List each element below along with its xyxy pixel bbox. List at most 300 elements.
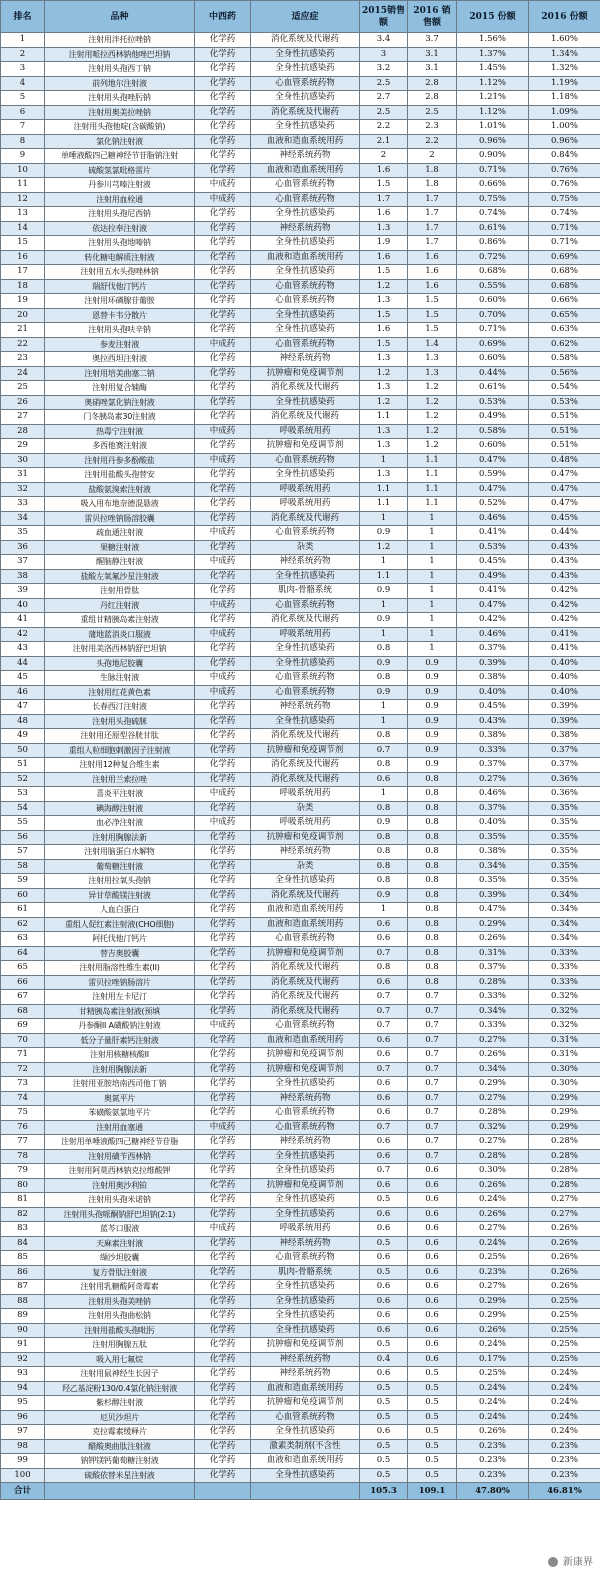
cell-sales-2016: 1.1 [408, 453, 457, 468]
cell-share-2016: 0.32% [529, 1019, 600, 1034]
cell-indication: 全身性抗感染药 [251, 47, 360, 62]
cell-indication: 心血管系统药物 [251, 294, 360, 309]
cell-sales-2015: 0.6 [360, 1178, 408, 1193]
cell-share-2016: 0.71% [529, 236, 600, 251]
cell-sales-2016: 1.1 [408, 482, 457, 497]
table-row [1, 1396, 600, 1411]
cell-indication: 消化系统及代谢药 [251, 511, 360, 526]
cell-drug-name: 醒脑静注射液 [45, 555, 195, 570]
cell-rank: 74 [1, 1091, 45, 1106]
cell-share-2016: 0.39% [529, 700, 600, 715]
cell-rank: 21 [1, 323, 45, 338]
table-row [1, 656, 600, 671]
cell-sales-2015: 1.5 [360, 178, 408, 193]
table-row [1, 178, 600, 193]
cell-sales-2016: 0.7 [408, 1106, 457, 1121]
cell-indication: 全身性抗感染药 [251, 569, 360, 584]
cell-sales-2016: 0.9 [408, 656, 457, 671]
cell-drug-name: 天麻素注射液 [45, 1236, 195, 1251]
cell-drug-type: 化学药 [195, 1468, 251, 1483]
cell-drug-type: 化学药 [195, 1048, 251, 1063]
cell-drug-type: 中成药 [195, 598, 251, 613]
cell-drug-type: 化学药 [195, 1410, 251, 1425]
cell-share-2015: 1.21% [457, 91, 529, 106]
cell-share-2015: 0.24% [457, 1338, 529, 1353]
cell-sales-2016: 1.2 [408, 424, 457, 439]
cell-sales-2016: 1.7 [408, 221, 457, 236]
cell-rank: 5 [1, 91, 45, 106]
cell-indication: 消化系统及代谢药 [251, 772, 360, 787]
cell-sales-2015: 1.6 [360, 250, 408, 265]
cell-drug-type: 化学药 [195, 511, 251, 526]
table-row [1, 540, 600, 555]
cell-indication: 消化系统及代谢药 [251, 990, 360, 1005]
cell-drug-name: 注射用泮托拉唑钠 [45, 33, 195, 48]
cell-indication: 呼吸系统用药 [251, 1222, 360, 1237]
table-row [1, 47, 600, 62]
cell-rank: 12 [1, 192, 45, 207]
cell-sales-2016: 0.8 [408, 830, 457, 845]
table-row [1, 1033, 600, 1048]
cell-drug-type: 化学药 [195, 47, 251, 62]
cell-sales-2015: 0.5 [360, 1439, 408, 1454]
table-row [1, 1425, 600, 1440]
cell-indication: 心血管系统药物 [251, 1251, 360, 1266]
cell-drug-type: 化学药 [195, 743, 251, 758]
cell-share-2015: 0.24% [457, 1410, 529, 1425]
cell-sales-2016: 0.6 [408, 1280, 457, 1295]
cell-rank: 91 [1, 1338, 45, 1353]
cell-sales-2016: 0.6 [408, 1207, 457, 1222]
cell-share-2016: 0.26% [529, 1251, 600, 1266]
cell-share-2016: 0.47% [529, 482, 600, 497]
cell-drug-name: 注射用头孢美唑钠 [45, 1294, 195, 1309]
cell-drug-type: 化学药 [195, 1381, 251, 1396]
cell-share-2016: 0.84% [529, 149, 600, 164]
cell-sales-2015: 1.3 [360, 468, 408, 483]
cell-sales-2016: 1 [408, 584, 457, 599]
cell-share-2016: 0.42% [529, 584, 600, 599]
cell-indication: 心血管系统药物 [251, 192, 360, 207]
cell-drug-name: 注射用胸腺法新 [45, 830, 195, 845]
cell-indication: 血液和造血系统用药 [251, 1454, 360, 1469]
cell-drug-name: 注射用头孢他啶(含碳酸钠) [45, 120, 195, 135]
cell-share-2016: 0.25% [529, 1323, 600, 1338]
table-row [1, 279, 600, 294]
table-row [1, 1207, 600, 1222]
cell-rank: 71 [1, 1048, 45, 1063]
cell-drug-name: 注射用头孢尼西钠 [45, 207, 195, 222]
cell-share-2016: 0.54% [529, 381, 600, 396]
cell-share-2016: 0.24% [529, 1396, 600, 1411]
cell-share-2016: 0.47% [529, 468, 600, 483]
table-row [1, 1091, 600, 1106]
cell-share-2015: 0.39% [457, 888, 529, 903]
cell-sales-2016: 0.8 [408, 874, 457, 889]
header-sales-2015: 2015销售额 [360, 1, 408, 33]
cell-share-2015: 0.75% [457, 192, 529, 207]
table-row [1, 1294, 600, 1309]
cell-drug-name: 门冬胰岛素30注射液 [45, 410, 195, 425]
cell-drug-name: 依达拉奉注射液 [45, 221, 195, 236]
cell-sales-2015: 0.6 [360, 1309, 408, 1324]
cell-rank: 77 [1, 1135, 45, 1150]
table-row [1, 714, 600, 729]
header-share-2016: 2016 份额 [529, 1, 600, 33]
cell-rank: 9 [1, 149, 45, 164]
cell-drug-name: 人血白蛋白 [45, 903, 195, 918]
cell-sales-2016: 1 [408, 569, 457, 584]
cell-sales-2016: 0.8 [408, 801, 457, 816]
cell-share-2016: 0.26% [529, 1236, 600, 1251]
cell-share-2015: 0.61% [457, 381, 529, 396]
cell-share-2015: 0.33% [457, 743, 529, 758]
cell-share-2015: 0.27% [457, 1033, 529, 1048]
cell-indication: 抗肿瘤和免疫调节剂 [251, 366, 360, 381]
cell-indication: 血液和造血系统用药 [251, 1033, 360, 1048]
cell-indication: 全身性抗感染药 [251, 395, 360, 410]
cell-share-2015: 0.66% [457, 178, 529, 193]
cell-rank: 62 [1, 917, 45, 932]
cell-indication: 全身性抗感染药 [251, 1425, 360, 1440]
table-row [1, 192, 600, 207]
cell-share-2015: 0.38% [457, 845, 529, 860]
cell-drug-type: 化学药 [195, 1077, 251, 1092]
cell-drug-name: 长春西汀注射液 [45, 700, 195, 715]
cell-rank: 97 [1, 1425, 45, 1440]
cell-share-2016: 0.30% [529, 1077, 600, 1092]
cell-indication: 抗肿瘤和免疫调节剂 [251, 1338, 360, 1353]
cell-sales-2016: 1 [408, 526, 457, 541]
table-row [1, 1004, 600, 1019]
table-row [1, 163, 600, 178]
cell-drug-name: 疏血通注射液 [45, 526, 195, 541]
cell-drug-type: 化学药 [195, 221, 251, 236]
cell-drug-name: 注射用还原型谷胱甘肽 [45, 729, 195, 744]
cell-indication: 血液和造血系统用药 [251, 1381, 360, 1396]
table-row [1, 787, 600, 802]
cell-drug-type: 化学药 [195, 497, 251, 512]
cell-drug-name: 甘精胰岛素注射液(预填 [45, 1004, 195, 1019]
cell-indication: 呼吸系统用药 [251, 627, 360, 642]
cell-sales-2016: 0.5 [408, 1468, 457, 1483]
cell-sales-2016: 0.7 [408, 1149, 457, 1164]
cell-indication: 全身性抗感染药 [251, 308, 360, 323]
table-row [1, 1236, 600, 1251]
cell-indication: 抗肿瘤和免疫调节剂 [251, 830, 360, 845]
cell-drug-name: 注射用头孢西丁钠 [45, 62, 195, 77]
cell-share-2015: 0.33% [457, 990, 529, 1005]
cell-drug-name: 注射用复合辅酶 [45, 381, 195, 396]
cell-indication: 神经系统药物 [251, 1135, 360, 1150]
cell-indication: 杂类 [251, 540, 360, 555]
cell-share-2015: 0.68% [457, 265, 529, 280]
cell-indication: 全身性抗感染药 [251, 91, 360, 106]
cell-drug-type: 化学药 [195, 1338, 251, 1353]
cell-rank: 85 [1, 1251, 45, 1266]
cell-sales-2015: 1.9 [360, 236, 408, 251]
table-row [1, 352, 600, 367]
table-row [1, 830, 600, 845]
cell-share-2016: 0.40% [529, 685, 600, 700]
table-row [1, 1454, 600, 1469]
cell-drug-name: 瑞舒伐他汀钙片 [45, 279, 195, 294]
cell-rank: 34 [1, 511, 45, 526]
cell-share-2016: 0.65% [529, 308, 600, 323]
cell-share-2015: 0.28% [457, 1106, 529, 1121]
cell-share-2016: 0.47% [529, 497, 600, 512]
cell-indication: 消化系统及代谢药 [251, 729, 360, 744]
cell-indication: 消化系统及代谢药 [251, 961, 360, 976]
cell-share-2015: 0.35% [457, 830, 529, 845]
cell-share-2016: 0.66% [529, 294, 600, 309]
cell-drug-type: 化学药 [195, 91, 251, 106]
cell-drug-name: 硫酸依替米星注射液 [45, 1468, 195, 1483]
cell-share-2015: 0.37% [457, 758, 529, 773]
cell-sales-2015: 0.6 [360, 917, 408, 932]
cell-drug-name: 盐酸左氧氟沙星注射液 [45, 569, 195, 584]
cell-share-2015: 0.28% [457, 1149, 529, 1164]
cell-sales-2015: 3 [360, 47, 408, 62]
cell-sales-2015: 0.5 [360, 1468, 408, 1483]
cell-drug-type: 化学药 [195, 845, 251, 860]
cell-drug-type: 化学药 [195, 120, 251, 135]
cell-share-2015: 0.26% [457, 1207, 529, 1222]
cell-indication: 全身性抗感染药 [251, 642, 360, 657]
cell-rank: 79 [1, 1164, 45, 1179]
cell-drug-name: 注射用头孢地嗪钠 [45, 236, 195, 251]
cell-sales-2015: 0.8 [360, 671, 408, 686]
cell-drug-type: 化学药 [195, 265, 251, 280]
cell-share-2016: 0.34% [529, 917, 600, 932]
cell-drug-type: 化学药 [195, 62, 251, 77]
cell-drug-name: 注射用盐酸头孢吡肟 [45, 1323, 195, 1338]
cell-sales-2016: 0.6 [408, 1222, 457, 1237]
cell-indication: 肌肉-骨骼系统 [251, 584, 360, 599]
cell-sales-2015: 0.7 [360, 1019, 408, 1034]
cell-drug-type: 化学药 [195, 758, 251, 773]
table-row [1, 526, 600, 541]
cell-indication: 神经系统药物 [251, 1236, 360, 1251]
table-row [1, 1323, 600, 1338]
cell-share-2015: 0.25% [457, 1251, 529, 1266]
cell-indication: 全身性抗感染药 [251, 1294, 360, 1309]
cell-drug-name: 蒲地蓝消炎口服液 [45, 627, 195, 642]
cell-sales-2016: 0.5 [408, 1410, 457, 1425]
table-row [1, 62, 600, 77]
cell-sales-2016: 0.7 [408, 1019, 457, 1034]
cell-share-2016: 0.34% [529, 903, 600, 918]
cell-indication: 呼吸系统用药 [251, 424, 360, 439]
cell-sales-2016: 0.9 [408, 700, 457, 715]
cell-share-2016: 0.29% [529, 1106, 600, 1121]
cell-share-2016: 0.25% [529, 1338, 600, 1353]
cell-sales-2016: 0.5 [408, 1396, 457, 1411]
cell-share-2016: 0.24% [529, 1410, 600, 1425]
cell-drug-name: 注射用头孢曲松钠 [45, 1309, 195, 1324]
cell-share-2016: 0.28% [529, 1164, 600, 1179]
cell-drug-type: 化学药 [195, 656, 251, 671]
cell-sales-2015: 1.5 [360, 337, 408, 352]
cell-share-2016: 0.34% [529, 888, 600, 903]
header-type: 中西药 [195, 1, 251, 33]
cell-indication: 神经系统药物 [251, 221, 360, 236]
cell-rank: 90 [1, 1323, 45, 1338]
cell-sales-2016: 0.7 [408, 1120, 457, 1135]
cell-sales-2015: 0.6 [360, 772, 408, 787]
cell-rank: 15 [1, 236, 45, 251]
cell-share-2015: 0.17% [457, 1352, 529, 1367]
cell-drug-name: 注射用盐酸头孢替安 [45, 468, 195, 483]
cell-indication: 呼吸系统用药 [251, 787, 360, 802]
cell-sales-2016: 0.9 [408, 758, 457, 773]
cell-drug-name: 恩替卡韦分散片 [45, 308, 195, 323]
cell-indication: 心血管系统药物 [251, 685, 360, 700]
cell-drug-name: 苯磺酸氨氯地平片 [45, 1106, 195, 1121]
cell-sales-2015: 0.5 [360, 1265, 408, 1280]
table-row [1, 758, 600, 773]
cell-share-2016: 0.28% [529, 1135, 600, 1150]
cell-drug-name: 注射用奥美拉唑钠 [45, 105, 195, 120]
cell-drug-type: 化学药 [195, 1352, 251, 1367]
cell-sales-2015: 1.6 [360, 207, 408, 222]
cell-sales-2015: 0.8 [360, 830, 408, 845]
cell-rank: 35 [1, 526, 45, 541]
cell-sales-2016: 0.6 [408, 1193, 457, 1208]
total-empty-name [45, 1483, 195, 1500]
cell-sales-2016: 0.6 [408, 1338, 457, 1353]
cell-share-2015: 0.53% [457, 540, 529, 555]
cell-sales-2015: 0.5 [360, 1454, 408, 1469]
table-row [1, 816, 600, 831]
cell-rank: 44 [1, 656, 45, 671]
cell-sales-2016: 3.1 [408, 47, 457, 62]
table-row [1, 1338, 600, 1353]
cell-rank: 95 [1, 1396, 45, 1411]
cell-indication: 消化系统及代谢药 [251, 105, 360, 120]
table-row [1, 1367, 600, 1382]
table-row [1, 1048, 600, 1063]
cell-rank: 32 [1, 482, 45, 497]
cell-share-2016: 0.39% [529, 714, 600, 729]
cell-drug-type: 化学药 [195, 714, 251, 729]
cell-rank: 52 [1, 772, 45, 787]
cell-share-2015: 0.46% [457, 627, 529, 642]
cell-sales-2016: 1.2 [408, 395, 457, 410]
cell-sales-2015: 0.9 [360, 613, 408, 628]
cell-sales-2015: 0.6 [360, 1280, 408, 1295]
cell-share-2015: 0.29% [457, 1294, 529, 1309]
cell-drug-name: 注射用奥沙利铂 [45, 1178, 195, 1193]
table-row [1, 395, 600, 410]
cell-share-2015: 1.01% [457, 120, 529, 135]
cell-drug-type: 化学药 [195, 163, 251, 178]
cell-drug-type: 化学药 [195, 540, 251, 555]
cell-sales-2016: 0.8 [408, 932, 457, 947]
cell-share-2016: 1.00% [529, 120, 600, 135]
cell-sales-2016: 0.8 [408, 859, 457, 874]
cell-sales-2016: 3.1 [408, 62, 457, 77]
cell-share-2015: 0.74% [457, 207, 529, 222]
cell-share-2016: 0.26% [529, 1265, 600, 1280]
cell-rank: 93 [1, 1367, 45, 1382]
cell-drug-type: 化学药 [195, 323, 251, 338]
cell-rank: 31 [1, 468, 45, 483]
cell-sales-2016: 0.5 [408, 1454, 457, 1469]
cell-share-2016: 0.56% [529, 366, 600, 381]
cell-rank: 33 [1, 497, 45, 512]
cell-drug-type: 化学药 [195, 975, 251, 990]
cell-drug-name: 注射用左卡尼汀 [45, 990, 195, 1005]
cell-rank: 49 [1, 729, 45, 744]
cell-share-2016: 0.35% [529, 830, 600, 845]
cell-sales-2016: 1.2 [408, 439, 457, 454]
cell-share-2015: 0.23% [457, 1439, 529, 1454]
cell-indication: 神经系统药物 [251, 1367, 360, 1382]
cell-sales-2015: 1 [360, 627, 408, 642]
cell-drug-type: 化学药 [195, 1454, 251, 1469]
table-row [1, 1410, 600, 1425]
cell-drug-name: 注射用头孢米诺钠 [45, 1193, 195, 1208]
cell-indication: 血液和造血系统用药 [251, 134, 360, 149]
table-row [1, 366, 600, 381]
cell-sales-2015: 2.7 [360, 91, 408, 106]
cell-drug-name: 注射用哌拉西林钠他唑巴坦钠 [45, 47, 195, 62]
table-row [1, 381, 600, 396]
cell-share-2015: 0.47% [457, 903, 529, 918]
cell-rank: 87 [1, 1280, 45, 1295]
cell-drug-type: 中成药 [195, 816, 251, 831]
cell-indication: 消化系统及代谢药 [251, 33, 360, 48]
cell-sales-2015: 1.1 [360, 497, 408, 512]
table-row [1, 642, 600, 657]
cell-drug-name: 硫酸氢氯吡格雷片 [45, 163, 195, 178]
cell-rank: 4 [1, 76, 45, 91]
cell-sales-2015: 0.6 [360, 975, 408, 990]
cell-indication: 抗肿瘤和免疫调节剂 [251, 1048, 360, 1063]
cell-drug-name: 注射用亚胺培南西司他丁钠 [45, 1077, 195, 1092]
cell-drug-name: 注射用头孢哌酮钠舒巴坦钠(2:1) [45, 1207, 195, 1222]
cell-drug-type: 化学药 [195, 1062, 251, 1077]
cell-drug-name: 奥氮平片 [45, 1091, 195, 1106]
cell-drug-type: 化学药 [195, 352, 251, 367]
table-row [1, 76, 600, 91]
cell-share-2016: 0.53% [529, 395, 600, 410]
cell-share-2015: 0.26% [457, 1048, 529, 1063]
cell-indication: 心血管系统药物 [251, 1410, 360, 1425]
table-footer [1, 1483, 600, 1500]
cell-sales-2015: 0.7 [360, 1164, 408, 1179]
cell-rank: 84 [1, 1236, 45, 1251]
cell-drug-name: 紫杉醇注射液 [45, 1396, 195, 1411]
cell-sales-2015: 0.5 [360, 1381, 408, 1396]
cell-drug-type: 化学药 [195, 961, 251, 976]
cell-share-2016: 1.60% [529, 33, 600, 48]
cell-share-2016: 0.51% [529, 424, 600, 439]
cell-share-2016: 0.62% [529, 337, 600, 352]
cell-share-2015: 1.12% [457, 105, 529, 120]
cell-drug-type: 化学药 [195, 381, 251, 396]
cell-drug-name: 替吉奥胶囊 [45, 946, 195, 961]
cell-sales-2015: 1.5 [360, 265, 408, 280]
cell-share-2015: 0.69% [457, 337, 529, 352]
cell-share-2015: 0.47% [457, 598, 529, 613]
cell-share-2016: 0.32% [529, 990, 600, 1005]
watermark [545, 1552, 596, 1569]
cell-sales-2015: 1.1 [360, 410, 408, 425]
cell-indication: 心血管系统药物 [251, 671, 360, 686]
cell-drug-name: 单唾液酸四己糖神经节苷脂钠注射 [45, 149, 195, 164]
